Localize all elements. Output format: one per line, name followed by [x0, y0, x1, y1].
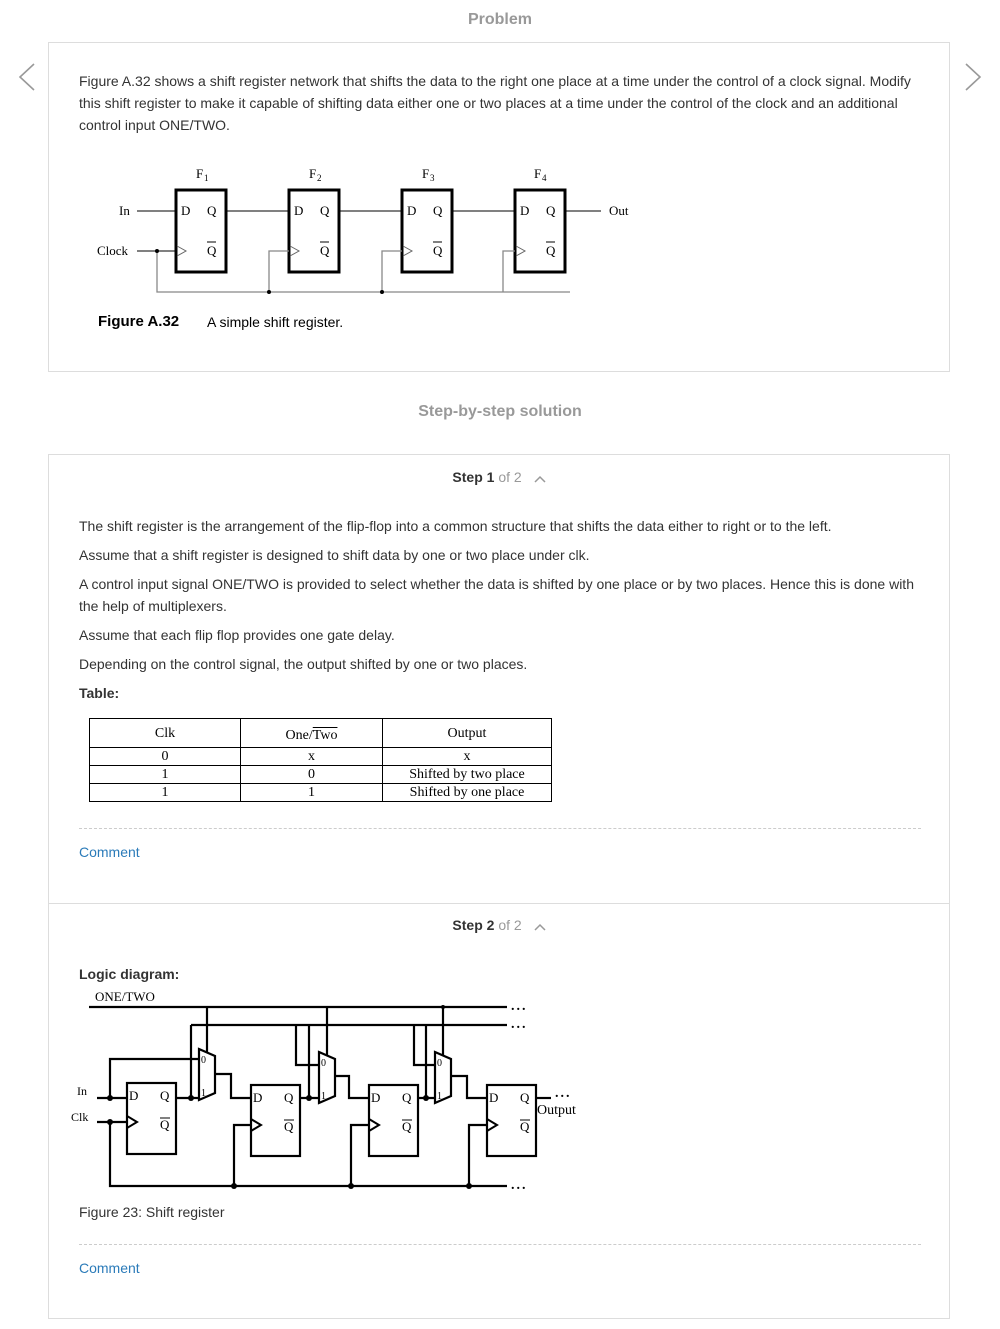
step-2-header[interactable] — [49, 917, 949, 934]
truth-table — [89, 718, 552, 802]
ellipsis: ... — [555, 1086, 572, 1101]
step-1-header[interactable] — [49, 469, 949, 486]
step-divider — [49, 903, 949, 904]
svg-text:Q: Q — [520, 1090, 530, 1105]
svg-text:Q: Q — [433, 203, 443, 218]
svg-text:F: F — [196, 166, 204, 181]
figure-23-caption: Figure 23: Shift register — [79, 1204, 225, 1220]
svg-text:D: D — [253, 1090, 263, 1105]
svg-text:Q: Q — [284, 1119, 294, 1134]
header-one-two: One/$\overline{Two}$ — [241, 719, 383, 748]
svg-text:Q: Q — [520, 1119, 530, 1134]
problem-text: Figure A.32 shows a shift register network that shifts the data to the right one place at a time under the control of a clock signal. Modify this shift register to make it capable of shifting data either one or two places at a time under the control of the clock and an additional control input ONE/TWO. — [79, 73, 911, 133]
svg-text:Q: Q — [402, 1119, 412, 1134]
input-label: In — [119, 203, 130, 218]
ff-label-f2 — [309, 166, 322, 183]
svg-text:Q: Q — [160, 1117, 170, 1132]
svg-text:Q: Q — [320, 243, 330, 258]
ff-label-f4 — [534, 166, 547, 183]
step-1-paragraph: A control input signal ONE/TWO is provided to select whether the data is shifted by one place or by two places. Hence this is done with the help of multiplexers. — [79, 576, 914, 614]
svg-text:1: 1 — [204, 173, 209, 183]
table-row — [90, 766, 552, 784]
svg-text:D: D — [294, 203, 304, 218]
table-row — [90, 784, 552, 802]
svg-text:Q: Q — [433, 243, 443, 258]
header-output: Output — [383, 719, 552, 748]
svg-text:Q: Q — [207, 203, 217, 218]
ff-label-f3 — [422, 166, 435, 183]
svg-text:0: 0 — [201, 1055, 206, 1066]
svg-text:Q: Q — [546, 203, 556, 218]
svg-text:D: D — [129, 1088, 139, 1103]
svg-text:F: F — [534, 166, 542, 181]
cell-one-two: x — [241, 748, 383, 766]
step-1-paragraph: Assume that a shift register is designed to shift data by one or two place under clk. — [79, 547, 590, 563]
chevron-right-icon — [958, 62, 988, 92]
svg-text:D: D — [407, 203, 417, 218]
cell-output: Shifted by two place — [383, 766, 552, 784]
chevron-up-icon[interactable] — [534, 470, 546, 486]
step-1-paragraph: The shift register is the arrangement of the flip-flop into a common structure that shifts the data either to right or to the left. — [79, 518, 832, 534]
svg-text:D: D — [520, 203, 530, 218]
svg-text:F: F — [422, 166, 430, 181]
svg-text:Q: Q — [546, 243, 556, 258]
svg-text:1: 1 — [201, 1088, 206, 1099]
table-row — [90, 748, 552, 766]
svg-text:D: D — [489, 1090, 499, 1105]
cell-clk: 0 — [90, 748, 241, 766]
step-2-word: Step 2 — [452, 917, 495, 933]
ellipsis: ... — [511, 1178, 528, 1193]
step-1-paragraph: Assume that each flip flop provides one gate delay. — [79, 627, 395, 643]
svg-text:0: 0 — [321, 1058, 326, 1069]
chevron-left-icon — [12, 62, 42, 92]
problem-title: Problem — [467, 11, 532, 28]
logic-diagram-heading: Logic diagram: — [79, 966, 180, 982]
svg-text:Q: Q — [402, 1090, 412, 1105]
solution-title: Step-by-step solution — [418, 403, 582, 420]
solution-card — [48, 454, 950, 1319]
ellipsis: ... — [511, 999, 528, 1014]
svg-text:1: 1 — [321, 1091, 326, 1102]
svg-text:D: D — [371, 1090, 381, 1105]
header-clk: Clk — [90, 719, 241, 748]
svg-text:2: 2 — [317, 173, 322, 183]
logic-diagram — [71, 989, 639, 1195]
svg-text:1: 1 — [437, 1091, 442, 1102]
figure-caption-text: A simple shift register. — [207, 314, 344, 330]
svg-text:Q: Q — [207, 243, 217, 258]
figure-a32-shift-register — [89, 158, 649, 338]
step-2-comment-link[interactable]: Comment — [79, 1260, 140, 1276]
svg-text:Q: Q — [160, 1088, 170, 1103]
ellipsis: ... — [511, 1017, 528, 1032]
svg-text:4: 4 — [542, 173, 547, 183]
cell-output: Shifted by one place — [383, 784, 552, 802]
prev-button[interactable] — [12, 62, 42, 92]
problem-card — [48, 42, 950, 372]
output-label: Out — [609, 203, 629, 218]
svg-text:0: 0 — [437, 1058, 442, 1069]
cell-clk: 1 — [90, 766, 241, 784]
input-label: In — [77, 1084, 87, 1098]
step-1-paragraph: Depending on the control signal, the output shifted by one or two places. — [79, 656, 528, 672]
step-1-of: of 2 — [498, 469, 522, 485]
step-1-word: Step 1 — [452, 469, 495, 485]
table-label: Table: — [79, 685, 120, 701]
step-1-dashed-divider — [79, 828, 921, 829]
svg-text:Q: Q — [320, 203, 330, 218]
table-header-row — [90, 719, 552, 748]
cell-output: x — [383, 748, 552, 766]
svg-text:Q: Q — [284, 1090, 294, 1105]
ff-label-f1 — [196, 166, 209, 183]
svg-text:3: 3 — [430, 173, 435, 183]
clock-label: Clk — [71, 1110, 89, 1124]
output-label: Output — [537, 1103, 576, 1118]
control-label: ONE/TWO — [95, 989, 155, 1004]
step-1-comment-link[interactable]: Comment — [79, 844, 140, 860]
next-button[interactable] — [958, 62, 988, 92]
chevron-up-icon[interactable] — [534, 918, 546, 934]
figure-caption-number: Figure A.32 — [98, 313, 180, 330]
step-2-of: of 2 — [498, 917, 522, 933]
cell-clk: 1 — [90, 784, 241, 802]
svg-text:F: F — [309, 166, 317, 181]
cell-one-two: 0 — [241, 766, 383, 784]
clock-label: Clock — [97, 243, 129, 258]
step-2-dashed-divider — [79, 1244, 921, 1245]
svg-text:D: D — [181, 203, 191, 218]
cell-one-two: 1 — [241, 784, 383, 802]
